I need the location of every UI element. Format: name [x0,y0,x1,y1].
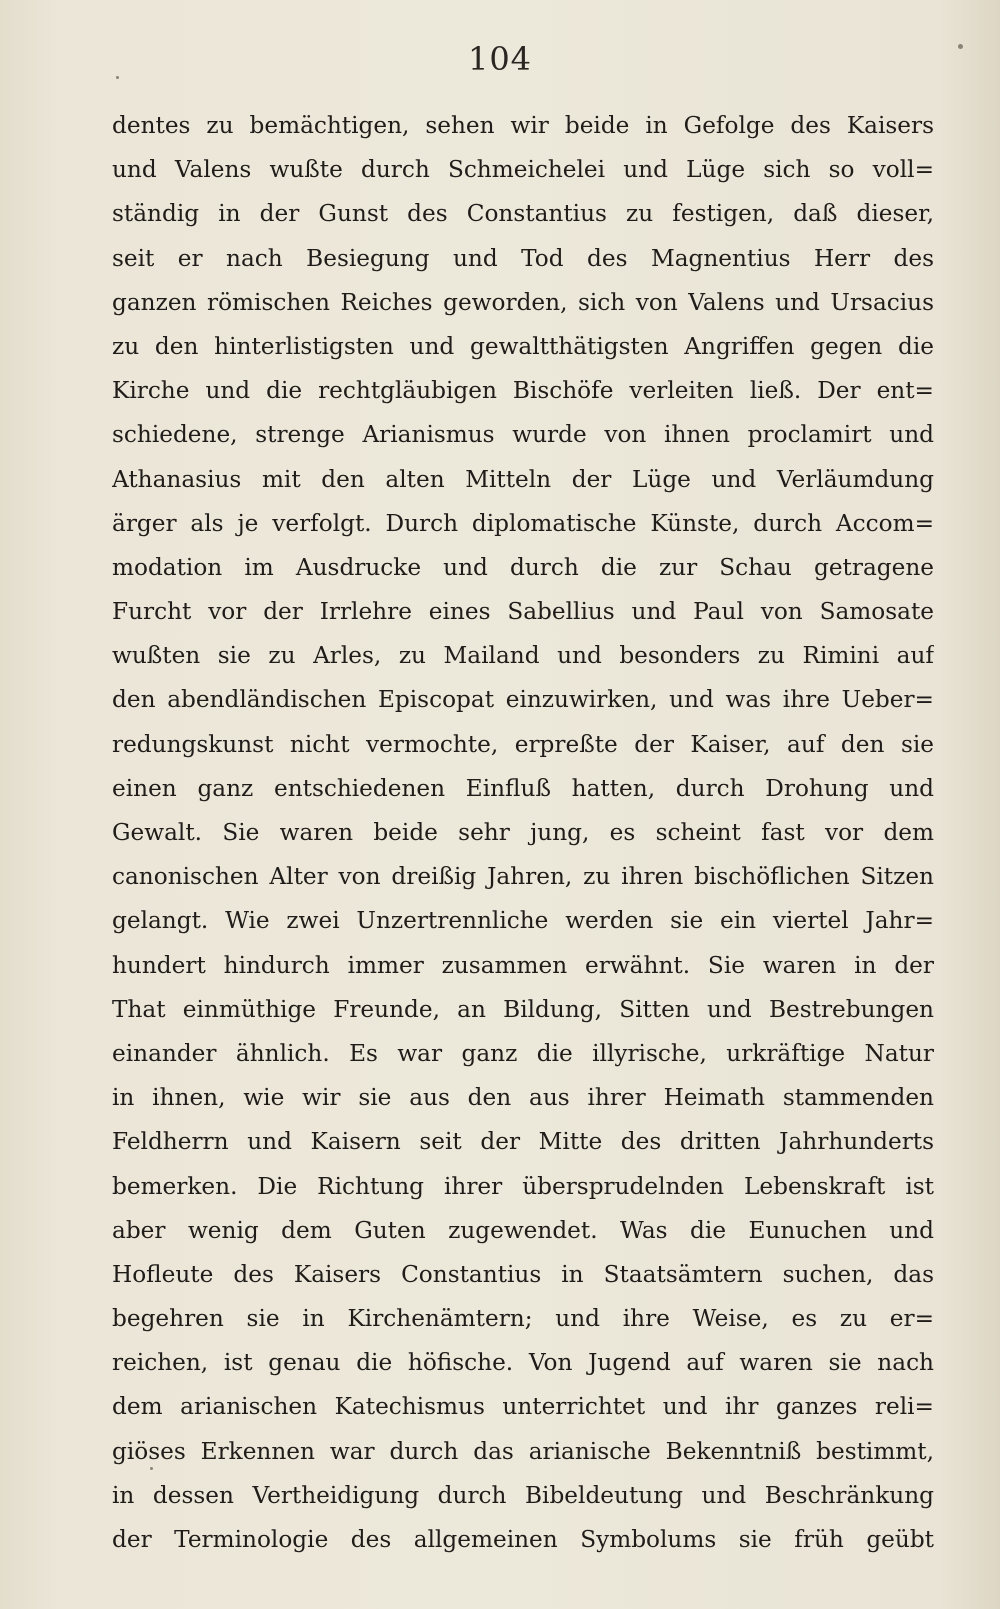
text-line: reichen, ist genau die höfische. Von Jugend auf waren sie nach [112,1349,934,1377]
text-line: begehren sie in Kirchenämtern; und ihre Weise, es zu er= [112,1305,934,1333]
text-line: Athanasius mit den alten Mitteln der Lüge und Verläumdung [112,465,934,493]
text-line: dentes zu bemächtigen, sehen wir beide in Gefolge des Kaisers [112,112,934,139]
text-line: wußten sie zu Arles, zu Mailand und besonders zu Rimini auf [112,642,934,670]
text-line: seit er nach Besiegung und Tod des Magnentius Herr des [112,244,934,272]
text-line: in dessen Vertheidigung durch Bibeldeutung und Beschränkung [112,1481,934,1509]
text-line: einander ähnlich. Es war ganz die illyrische, urkräftige Natur [112,1039,934,1067]
paper-speck [958,44,963,49]
text-line: gelangt. Wie zwei Unzertrennliche werden sie ein viertel Jahr= [112,907,934,935]
text-line: giöses Erkennen war durch das arianische Bekenntniß bestimmt, [112,1437,934,1465]
text-line: einen ganz entschiedenen Einfluß hatten, durch Drohung und [112,774,934,802]
text-line: hundert hindurch immer zusammen erwähnt. Sie waren in der [112,951,934,979]
text-line: Gewalt. Sie waren beide sehr jung, es scheint fast vor dem [112,819,934,846]
text-line: That einmüthige Freunde, an Bildung, Sitten und Bestrebungen [112,995,934,1023]
text-line: ärger als je verfolgt. Durch diplomatische Künste, durch Accom= [112,509,934,537]
paper-speck [150,1467,153,1470]
text-line: in ihnen, wie wir sie aus den aus ihrer Heimath stammenden [112,1084,934,1112]
text-line: den abendländischen Episcopat einzuwirken, und was ihre Ueber= [112,686,934,714]
paper-speck [116,76,119,79]
text-line: dem arianischen Katechismus unterrichtet und ihr ganzes reli= [112,1393,934,1421]
text-line: canonischen Alter von dreißig Jahren, zu ihren bischöflichen Sitzen [112,863,934,891]
text-line: aber wenig dem Guten zugewendet. Was die Eunuchen und [112,1216,934,1244]
text-line: Feldherrn und Kaisern seit der Mitte des dritten Jahrhunderts [112,1128,934,1156]
text-line: Kirche und die rechtgläubigen Bischöfe verleiten ließ. Der ent= [112,377,934,405]
text-line: der Terminologie des allgemeinen Symbolums sie früh geübt [112,1526,934,1553]
text-line: redungskunst nicht vermochte, erpreßte der Kaiser, auf den sie [112,730,934,758]
text-line: ständig in der Gunst des Constantius zu festigen, daß dieser, [112,200,934,228]
text-line: modation im Ausdrucke und durch die zur Schau getragene [112,553,934,581]
text-line: Hofleute des Kaisers Constantius in Staatsämtern suchen, das [112,1260,934,1288]
text-line: zu den hinterlistigsten und gewaltthätigsten Angriffen gegen die [112,332,934,360]
text-line: ganzen römischen Reiches geworden, sich von Valens und Ursacius [112,288,934,316]
page-number: 104 [467,40,533,78]
text-line: Furcht vor der Irrlehre eines Sabellius und Paul von Samosate [112,598,934,626]
text-line: und Valens wußte durch Schmeichelei und Lüge sich so voll= [112,156,934,184]
text-line: schiedene, strenge Arianismus wurde von ihnen proclamirt und [112,421,934,449]
text-line: bemerken. Die Richtung ihrer übersprudelnden Lebenskraft ist [112,1172,934,1200]
body-text [112,104,934,1562]
